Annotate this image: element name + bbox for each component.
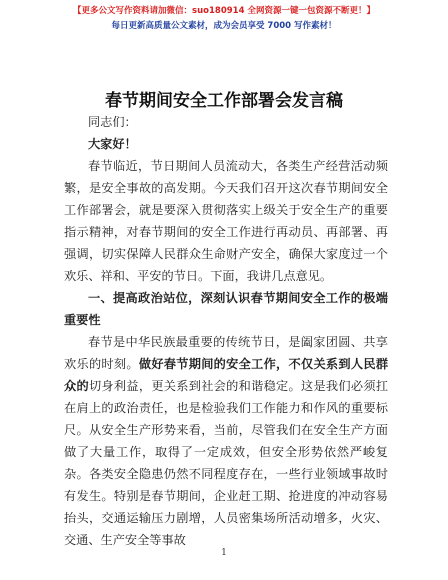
paragraph-2-rest: 切身利益，更关系到社会的和谐稳定。这是我们必须扛在肩上的政治责任，也是检验我们工作能力和作风的重要标尺。从安全生产形势来看，当前，尽管我们在安全生产方面做了大量工作，取得了一定成效，但安全形势依然严峻复杂。各类安全隐患仍然不同程度存在，一些行业领域事故时有发生。特别是春节期间，企业赶工期、抢进度的冲动容易抬头，交通运输压力剧增，人员密集场所活动增多，火灾、交通、生产安全等事故 xyxy=(64,379,389,547)
banner-line-2: 每日更新高质量公文素材，成为会员享受 7000 写作素材！ xyxy=(111,21,337,31)
paragraph-1: 春节临近，节日期间人员流动大，各类生产经营活动频繁，是安全事故的高发期。今天我们召开这次春节期间安全工作部署会，就是要深入贯彻落实上级关于安全生产的重要指示精神，对春节期间的安全工作进行再动员、再部署、再强调，切实保障人民群众生命财产安全，确保大家度过一个欢乐、祥和、平安的节日。下面，我讲几点意见。 xyxy=(64,159,388,283)
paragraph-2-emphasis: 做好春节期间的安全工作，不仅关系到人民群众的 xyxy=(64,357,389,393)
promo-banner xyxy=(0,4,448,33)
banner-line-1: 【更多公文写作资料请加微信：suo180914 全网资源一键一包资源不断更！】 xyxy=(73,6,375,16)
paragraph-2 xyxy=(64,331,388,551)
document-title: 春节期间安全工作部署会发言稿 xyxy=(105,91,343,111)
paragraph-2-intro: 春节是中华民族最重要的传统节日，是阖家团圆、共享欢乐的时刻。 xyxy=(64,335,388,371)
page-number: 1 xyxy=(221,548,227,558)
document-body xyxy=(64,111,388,551)
salutation: 同志们： xyxy=(88,115,137,129)
greeting: 大家好！ xyxy=(88,137,137,151)
section-heading-1: 一、提高政治站位，深刻认识春节期间安全工作的极端重要性 xyxy=(64,291,388,327)
